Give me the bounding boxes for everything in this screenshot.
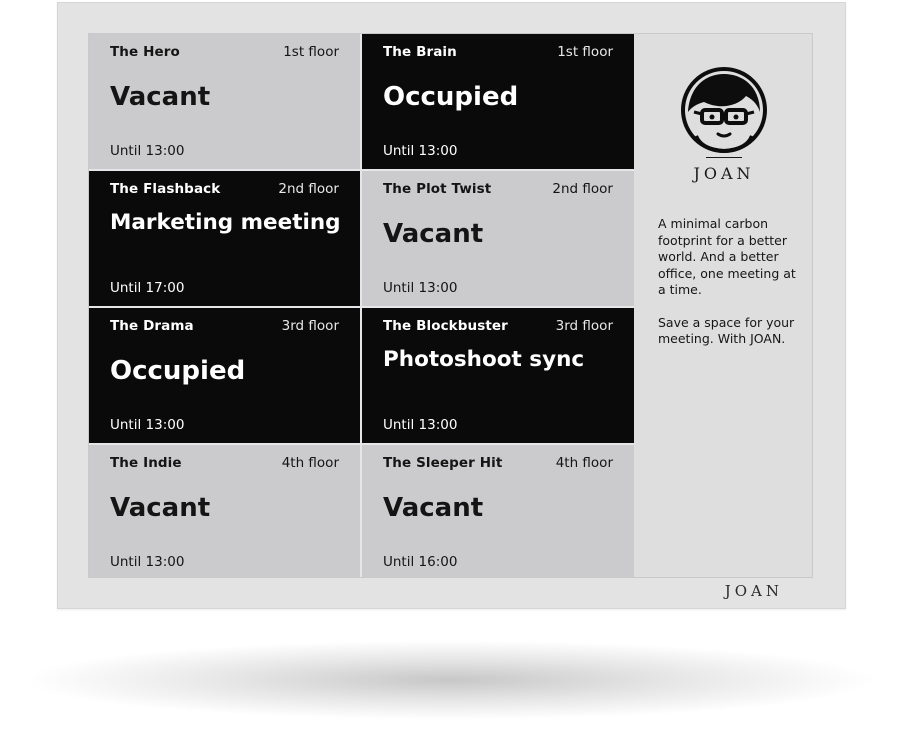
device-shadow bbox=[20, 640, 881, 720]
tagline-paragraph-2: Save a space for your meeting. With JOAN. bbox=[658, 314, 795, 346]
room-name: The Hero bbox=[110, 44, 180, 60]
room-until: Until 13:00 bbox=[110, 143, 185, 159]
room-tile-the-hero[interactable] bbox=[89, 34, 360, 169]
room-status: Occupied bbox=[383, 82, 519, 112]
room-tile-the-blockbuster[interactable] bbox=[362, 308, 634, 443]
room-until: Until 13:00 bbox=[383, 417, 458, 433]
room-name: The Blockbuster bbox=[383, 318, 508, 334]
room-status: Marketing meeting bbox=[110, 210, 341, 235]
room-floor: 2nd floor bbox=[278, 181, 339, 197]
room-floor: 1st floor bbox=[557, 44, 613, 60]
room-name: The Indie bbox=[110, 455, 182, 471]
room-status: Occupied bbox=[110, 356, 246, 386]
room-floor: 1st floor bbox=[283, 44, 339, 60]
room-status: Vacant bbox=[110, 493, 211, 523]
room-until: Until 16:00 bbox=[383, 554, 458, 570]
sidebar-panel bbox=[634, 34, 813, 578]
room-status: Vacant bbox=[383, 493, 484, 523]
room-until: Until 13:00 bbox=[383, 280, 458, 296]
room-grid bbox=[89, 34, 634, 578]
room-floor: 4th floor bbox=[555, 455, 613, 471]
room-tile-the-plot-twist[interactable] bbox=[362, 171, 634, 306]
room-until: Until 17:00 bbox=[110, 280, 185, 296]
room-status: Vacant bbox=[110, 82, 211, 112]
room-name: The Flashback bbox=[110, 181, 221, 197]
room-tile-the-sleeper-hit[interactable] bbox=[362, 445, 634, 578]
woman-with-glasses-icon bbox=[680, 66, 768, 154]
room-floor: 4th floor bbox=[281, 455, 339, 471]
room-floor: 2nd floor bbox=[552, 181, 613, 197]
room-tile-the-drama[interactable] bbox=[89, 308, 360, 443]
room-status: Photoshoot sync bbox=[383, 347, 585, 372]
logo-divider bbox=[706, 157, 742, 158]
room-until: Until 13:00 bbox=[110, 554, 185, 570]
eink-screen bbox=[88, 33, 813, 578]
room-tile-the-brain[interactable] bbox=[362, 34, 634, 169]
room-tile-the-flashback[interactable] bbox=[89, 171, 360, 306]
room-status: Vacant bbox=[383, 219, 484, 249]
room-name: The Brain bbox=[383, 44, 457, 60]
device-brand-label: JOAN bbox=[724, 582, 783, 600]
room-tile-the-indie[interactable] bbox=[89, 445, 360, 578]
room-name: The Drama bbox=[110, 318, 194, 334]
room-name: The Plot Twist bbox=[383, 181, 492, 197]
room-floor: 3rd floor bbox=[281, 318, 339, 334]
room-until: Until 13:00 bbox=[383, 143, 458, 159]
room-until: Until 13:00 bbox=[110, 417, 185, 433]
sidebar-brand: JOAN bbox=[693, 164, 755, 183]
room-name: The Sleeper Hit bbox=[383, 455, 503, 471]
room-floor: 3rd floor bbox=[555, 318, 613, 334]
tagline bbox=[658, 216, 798, 364]
logo bbox=[634, 66, 813, 156]
tagline-paragraph-1: A minimal carbon footprint for a better world. And a better office, one meeting at a time. bbox=[658, 216, 796, 297]
